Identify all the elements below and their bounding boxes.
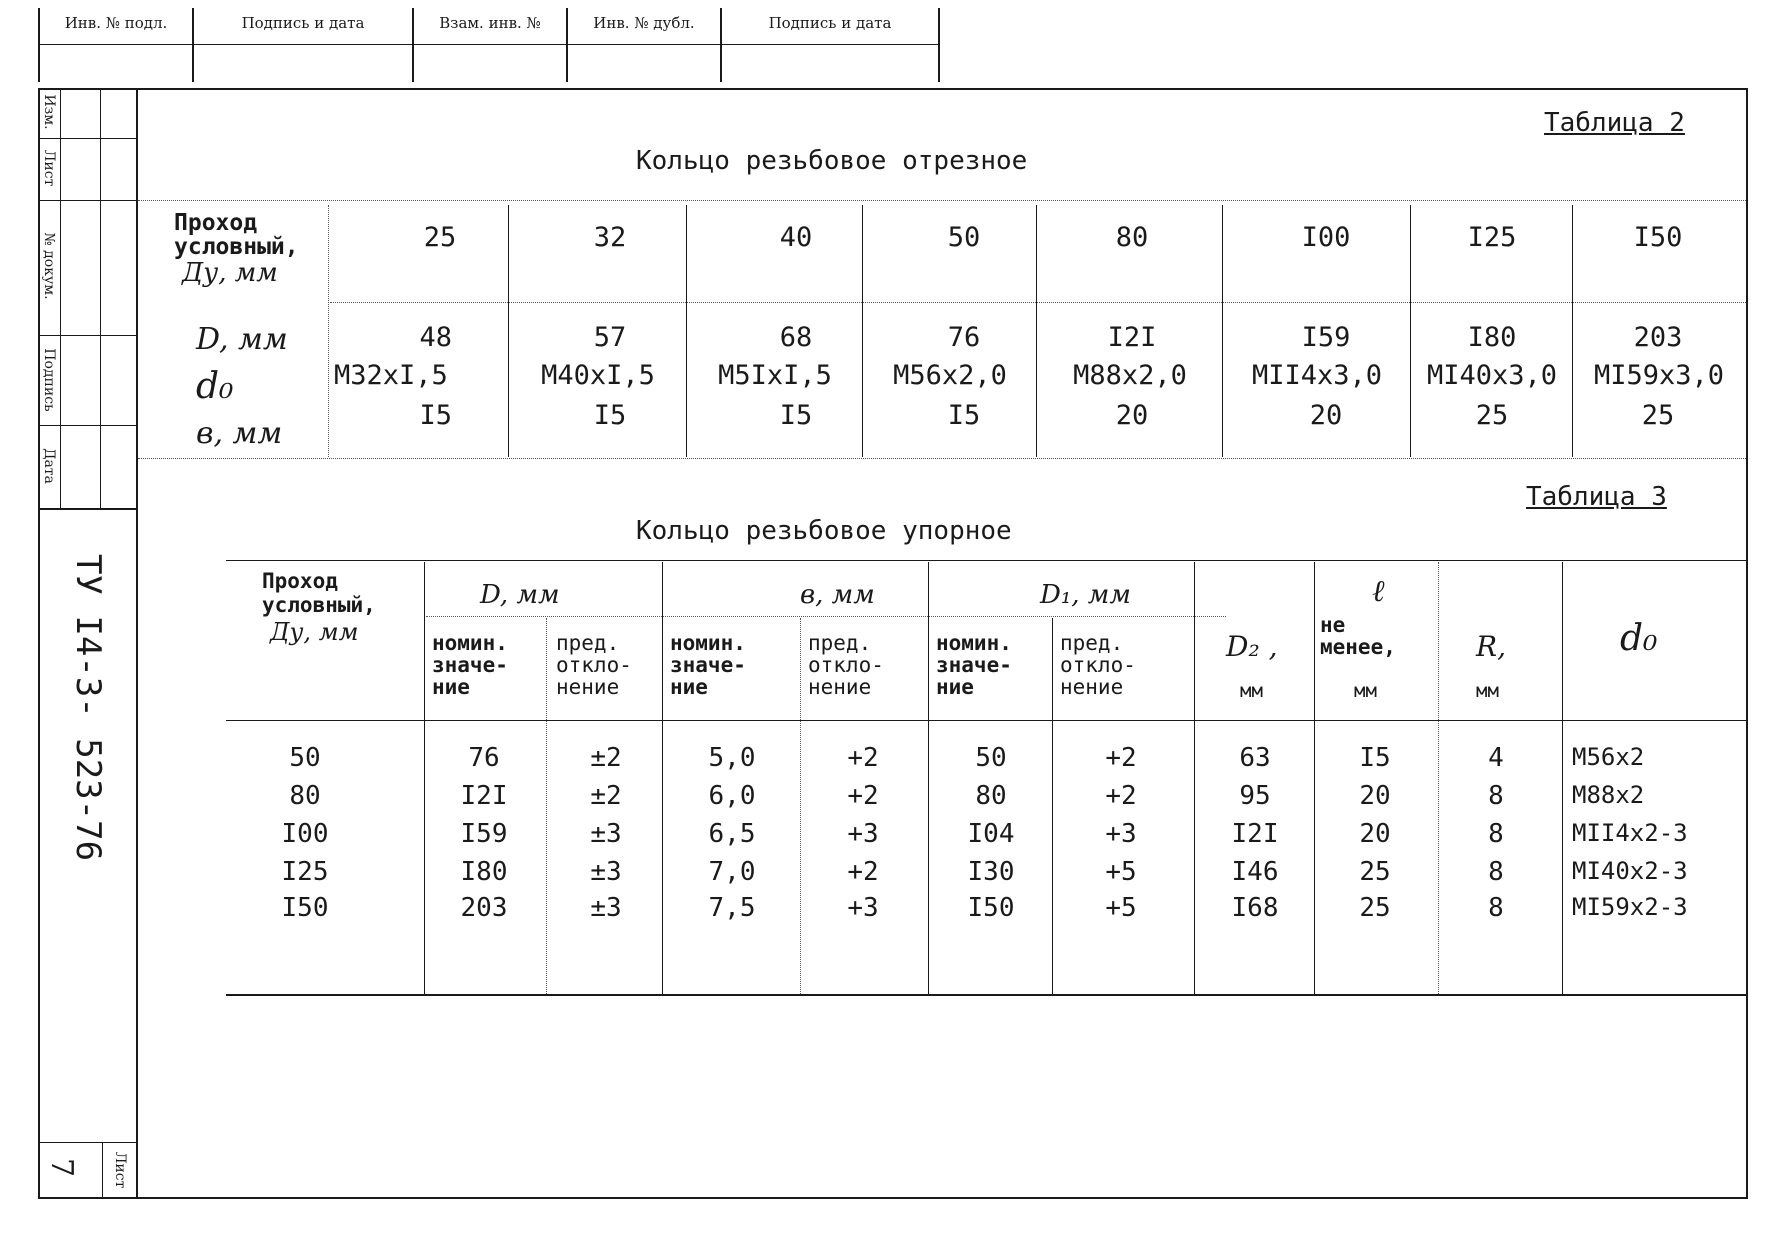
t3-cell-D-dev: ±2	[590, 743, 622, 773]
t3-cell-D-nom: I2I	[460, 781, 508, 811]
side-label-izm: Изм.	[41, 94, 57, 130]
t3-head-D2: D₂ ,	[1226, 630, 1278, 663]
t2-dy: 25	[423, 222, 457, 253]
t3-cell-D-nom: 76	[468, 743, 500, 773]
t3-head-R-unit: мм	[1476, 680, 1499, 702]
t3-cell-R: 8	[1488, 819, 1504, 849]
t3-cell-D2: 63	[1239, 743, 1271, 773]
t3-cell-b-dev: +2	[847, 743, 879, 773]
stamp-label: Инв. № дубл.	[593, 14, 695, 32]
row-label-b: в, мм	[196, 416, 283, 451]
t3-cell-D2: 95	[1239, 781, 1271, 811]
t3-cell-d0: MII4x2-3	[1572, 819, 1688, 847]
t2-D: I59	[1301, 322, 1351, 353]
t3-cell-l: I5	[1359, 743, 1391, 773]
t2-D: 57	[593, 322, 627, 353]
t3-cell-b-dev: +2	[847, 781, 879, 811]
stamp-cell-vzam-inv	[412, 8, 566, 82]
t3-cell-dy: I25	[281, 857, 329, 887]
t2-d0: MII4x3,0	[1251, 360, 1383, 391]
t3-sub-nom: номин. значе- ние	[670, 631, 746, 699]
t3-cell-D-dev: ±2	[590, 781, 622, 811]
t2-b: I5	[779, 400, 813, 431]
sheet-label: Лист	[112, 1151, 128, 1189]
t3-sub-nom: номин. значе- ние	[936, 631, 1012, 699]
t3-cell-D1-nom: I50	[967, 893, 1015, 923]
side-label-list: Лист	[41, 149, 57, 187]
t2-d0: M5IxI,5	[718, 360, 832, 391]
t3-head-l: ℓ	[1372, 574, 1385, 609]
t3-head-D1: D₁, мм	[1040, 580, 1131, 610]
t2-dy: 80	[1115, 222, 1149, 253]
side-label-date: Дата	[41, 448, 57, 484]
t3-sub-dev: пред. откло- нение	[1060, 631, 1136, 699]
t3-cell-D-nom: I59	[460, 819, 508, 849]
t3-head-d0: d₀	[1620, 618, 1658, 659]
row-label-D: D, мм	[196, 322, 288, 357]
t3-cell-D1-nom: 80	[975, 781, 1007, 811]
stamp-label: Инв. № подл.	[64, 14, 168, 32]
t2-dy: 32	[593, 222, 627, 253]
t2-d0: MI59x3,0	[1593, 360, 1725, 391]
t3-cell-D-dev: ±3	[590, 819, 622, 849]
t3-cell-dy: 80	[289, 781, 321, 811]
t3-cell-D2: I68	[1231, 893, 1279, 923]
t3-cell-D2: I2I	[1231, 819, 1279, 849]
t3-cell-R: 8	[1488, 781, 1504, 811]
t2-b: I5	[419, 400, 452, 431]
t3-cell-R: 8	[1488, 857, 1504, 887]
side-label-doc: № докум.	[41, 232, 57, 300]
t2-b: 20	[1115, 400, 1149, 431]
t3-cell-l: 25	[1359, 857, 1391, 887]
stamp-label: Подпись и дата	[241, 14, 365, 32]
side-label-sign: Подпись	[41, 348, 57, 412]
t2-D: I80	[1467, 322, 1517, 353]
t2-dy: I00	[1301, 222, 1351, 253]
t3-cell-d0: M56x2	[1572, 743, 1645, 771]
t3-cell-D-nom: 203	[460, 893, 508, 923]
table-number: Таблица 2	[1544, 108, 1685, 138]
table-number: Таблица 3	[1526, 482, 1667, 512]
t3-cell-b-dev: +3	[847, 819, 879, 849]
t3-head-D: D, мм	[480, 580, 560, 610]
t3-head-l-unit: мм	[1354, 680, 1377, 702]
t3-cell-D1-nom: I30	[967, 857, 1015, 887]
doc-code: ТУ І4-3- 523-76	[68, 554, 108, 862]
t3-head-l-text: не менее,	[1320, 613, 1396, 659]
t3-cell-b-nom: 7,0	[708, 857, 756, 887]
stamp-cell-sign-date-1	[192, 8, 412, 82]
t2-d0: M88x2,0	[1073, 360, 1187, 391]
t3-head-dy: условный,	[262, 593, 376, 617]
t2-d0: M40xI,5	[541, 360, 655, 391]
t3-cell-b-dev: +2	[847, 857, 879, 887]
t2-d0: MI40x3,0	[1426, 360, 1558, 391]
t2-b: 25	[1475, 400, 1509, 431]
t2-D: I2I	[1107, 322, 1157, 353]
t3-cell-d0: M88x2	[1572, 781, 1645, 809]
t3-cell-R: 8	[1488, 893, 1504, 923]
t3-cell-D2: I46	[1231, 857, 1279, 887]
t2-d0: M56x2,0	[893, 360, 1007, 391]
row-head-line: Ду, мм	[182, 258, 278, 288]
t3-cell-D1-nom: 50	[975, 743, 1007, 773]
t3-cell-l: 20	[1359, 781, 1391, 811]
t3-cell-D1-dev: +3	[1105, 819, 1137, 849]
t3-cell-D1-nom: I04	[967, 819, 1015, 849]
t3-cell-b-nom: 6,5	[708, 819, 756, 849]
t2-b: I5	[947, 400, 981, 431]
row-head-line: Проход	[174, 210, 258, 236]
t3-head-dy: Ду, мм	[270, 618, 359, 646]
stamp-cell-inv-podl	[40, 8, 192, 82]
t3-cell-dy: I00	[281, 819, 329, 849]
t3-cell-R: 4	[1488, 743, 1504, 773]
t3-head-b: в, мм	[800, 580, 875, 610]
t2-D: 203	[1633, 322, 1683, 353]
t2-d0: M32xI,5	[334, 360, 448, 391]
t3-cell-b-nom: 7,5	[708, 893, 756, 923]
t3-cell-l: 20	[1359, 819, 1391, 849]
t2-dy: I50	[1633, 222, 1683, 253]
t3-cell-d0: MI40x2-3	[1572, 857, 1688, 885]
row-label-d0: d₀	[196, 366, 234, 407]
t2-b: 20	[1309, 400, 1343, 431]
t2-dy: I25	[1467, 222, 1517, 253]
t3-sub-dev: пред. откло- нение	[556, 631, 632, 699]
sheet-number: 7	[44, 1157, 80, 1178]
t3-cell-D-dev: ±3	[590, 893, 622, 923]
t3-head-R: R,	[1476, 630, 1506, 663]
t3-cell-D1-dev: +5	[1105, 893, 1137, 923]
t2-dy: 40	[779, 222, 813, 253]
t2-b: 25	[1641, 400, 1675, 431]
t3-cell-D1-dev: +2	[1105, 781, 1137, 811]
t2-D: 48	[419, 322, 452, 353]
t3-cell-b-dev: +3	[847, 893, 879, 923]
stamp-cell-inv-dubl	[566, 8, 720, 82]
t3-cell-dy: 50	[289, 743, 321, 773]
t3-cell-D-dev: ±3	[590, 857, 622, 887]
t3-cell-D1-dev: +2	[1105, 743, 1137, 773]
stamp-label: Взам. инв. №	[439, 14, 541, 32]
stamp-label: Подпись и дата	[768, 14, 892, 32]
stamp-cell-sign-date-2	[720, 8, 940, 82]
t3-cell-dy: I50	[281, 893, 329, 923]
t3-sub-dev: пред. откло- нение	[808, 631, 884, 699]
t3-sub-nom: номин. значе- ние	[432, 631, 508, 699]
t3-cell-D-nom: I80	[460, 857, 508, 887]
t2-D: 68	[779, 322, 813, 353]
t2-D: 76	[947, 322, 981, 353]
t3-cell-b-nom: 6,0	[708, 781, 756, 811]
row-head-line: условный,	[174, 234, 299, 260]
t3-cell-d0: MI59x2-3	[1572, 893, 1688, 921]
t3-head-dy: Проход	[262, 569, 338, 593]
t2-b: I5	[593, 400, 627, 431]
t3-cell-b-nom: 5,0	[708, 743, 756, 773]
table-title: Кольцо резьбовое упорное	[636, 516, 1012, 546]
table-title: Кольцо резьбовое отрезное	[636, 146, 1028, 176]
t3-head-D2-unit: мм	[1240, 680, 1263, 702]
t2-dy: 50	[947, 222, 981, 253]
t3-cell-D1-dev: +5	[1105, 857, 1137, 887]
t3-cell-l: 25	[1359, 893, 1391, 923]
